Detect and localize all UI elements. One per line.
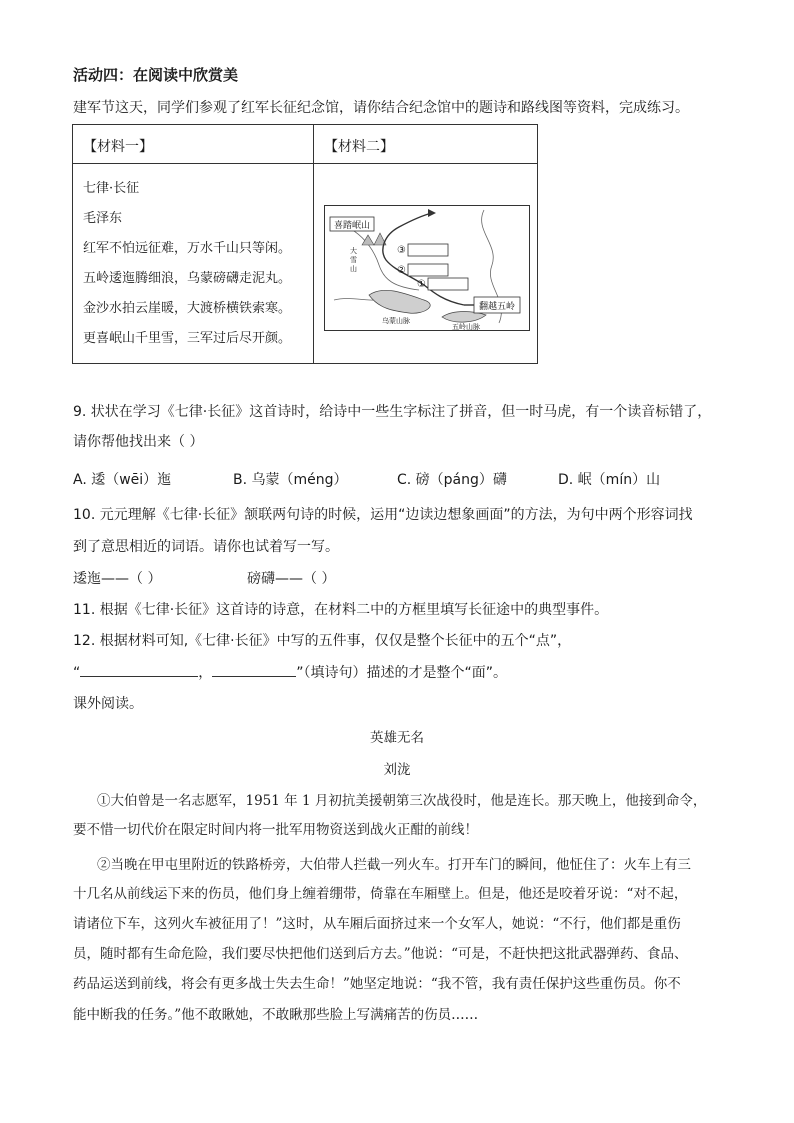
materials-table — [72, 124, 538, 364]
q12-blank-2[interactable] — [212, 662, 296, 677]
blank-box-3 — [408, 244, 448, 256]
poem-author: 毛泽东 — [83, 211, 123, 226]
story-p2-line: ②当晚在甲屯里附近的铁路桥旁，大伯带人拦截一列火车。打开车门的瞬间，他怔住了：火车上有三 — [97, 857, 691, 873]
map-number-2: ② — [397, 265, 406, 276]
story-p2-line: 药品运送到前线，将会有更多战士失去生命！”她坚定地说：“我不管，我有责任保护这些重伤员。你不 — [73, 976, 681, 992]
story-p1-line: 要不惜一切代价在限定时间内将一批军用物资送到战火正酣的前线！ — [73, 822, 478, 838]
q12-tail: ”（填诗句）描述的才是整个“面”。 — [296, 665, 508, 681]
intro-text: 建军节这天，同学们参观了红军长征纪念馆，请你结合纪念馆中的题诗和路线图等资料，完成练习。 — [73, 100, 689, 116]
blank-box-1 — [428, 278, 468, 290]
poem-line: 更喜岷山千里雪，三军过后尽开颜。 — [83, 331, 292, 346]
q12-comma: ， — [198, 665, 213, 681]
story-title: 英雄无名 — [370, 730, 424, 746]
q12-line2 — [73, 662, 507, 683]
map-cell — [314, 164, 538, 364]
story-p2-line: 请诸位下车，这列火车被征用了！”这时，从车厢后面挤过来一个女军人，她说：“不行，他们都是重伤 — [73, 916, 681, 932]
story-p2-line: 能中断我的任务。”他不敢瞅她，不敢瞅那些脸上写满痛苦的伤员…… — [73, 1007, 479, 1023]
story-p1-line: ①大伯曾是一名志愿军，1951 年 1 月初抗美援朝第三次战役时，他是连长。那天晚上，他接到命令， — [97, 793, 707, 809]
label-char: 山 — [350, 265, 357, 273]
map-label-wuling-range: 五岭山脉 — [452, 323, 480, 331]
q12-open-quote: “ — [73, 665, 81, 681]
extra-reading-label: 课外阅读。 — [73, 696, 143, 712]
q10-line1: 10. 元元理解《七律·长征》颔联两句诗的时候，运用“边读边想象画面”的方法，为句中两个形容词找 — [73, 507, 693, 523]
map-number-1: ① — [417, 279, 426, 290]
story-author: 刘泷 — [383, 762, 411, 778]
q10-pair1: 逶迤——（ ） — [73, 571, 162, 587]
story-p2-line: 十几名从前线运下来的伤员，他们身上缠着绷带，倚靠在车厢壁上。但是，他还是咬着牙说：“对不起， — [73, 886, 688, 902]
poem-cell — [73, 164, 314, 364]
label-char: 雪 — [350, 256, 357, 264]
q12-line1: 12. 根据材料可知,《七律·长征》中写的五件事，仅仅是整个长征中的五个“点”， — [73, 633, 572, 649]
blank-box-2 — [408, 264, 448, 276]
q9-option-b: B. 乌蒙（méng） — [233, 472, 348, 488]
map-label-snow-mountain — [350, 246, 357, 273]
map-label-minshan: 喜踏岷山 — [333, 221, 371, 231]
q9-option-c: C. 磅（páng）礴 — [397, 472, 507, 488]
material-one-header: 【材料一】 — [73, 125, 314, 164]
map-label-wuling: 翻越五岭 — [478, 302, 516, 312]
material-two-header: 【材料二】 — [314, 125, 538, 164]
activity-title: 活动四：在阅读中欣赏美 — [73, 66, 239, 84]
q9-line2: 请你帮他找出来（ ） — [73, 434, 204, 450]
q9-option-d: D. 岷（mín）山 — [558, 472, 661, 488]
long-march-route-map — [324, 205, 530, 331]
poem-line: 红军不怕远征难，万水千山只等闲。 — [83, 241, 292, 256]
q12-blank-1[interactable] — [80, 662, 198, 677]
q11-text: 11. 根据《七律·长征》这首诗的诗意，在材料二中的方框里填写长征途中的典型事件。 — [73, 602, 609, 618]
poem-title: 七律·长征 — [83, 181, 140, 196]
poem-line: 金沙水拍云崖暖，大渡桥横铁索寒。 — [83, 301, 292, 316]
q10-line2: 到了意思相近的词语。请你也试着写一写。 — [73, 539, 339, 555]
story-p2-line: 员，随时都有生命危险，我们要尽快把他们送到后方去。”他说：“可是，不赶快把这批武器弹药、食品、 — [73, 946, 688, 962]
map-number-3: ③ — [397, 245, 406, 256]
poem-line: 五岭逶迤腾细浪，乌蒙磅礴走泥丸。 — [83, 271, 292, 286]
map-label-wumeng: 乌蒙山脉 — [382, 317, 410, 325]
q9-line1: 9. 状状在学习《七律·长征》这首诗时，给诗中一些生字标注了拼音，但一时马虎，有一个读音标错了， — [73, 404, 712, 420]
q9-option-a: A. 逶（wēi）迤 — [73, 472, 172, 488]
label-char: 大 — [350, 247, 357, 255]
q10-pair2: 磅礴——（ ） — [247, 571, 336, 587]
